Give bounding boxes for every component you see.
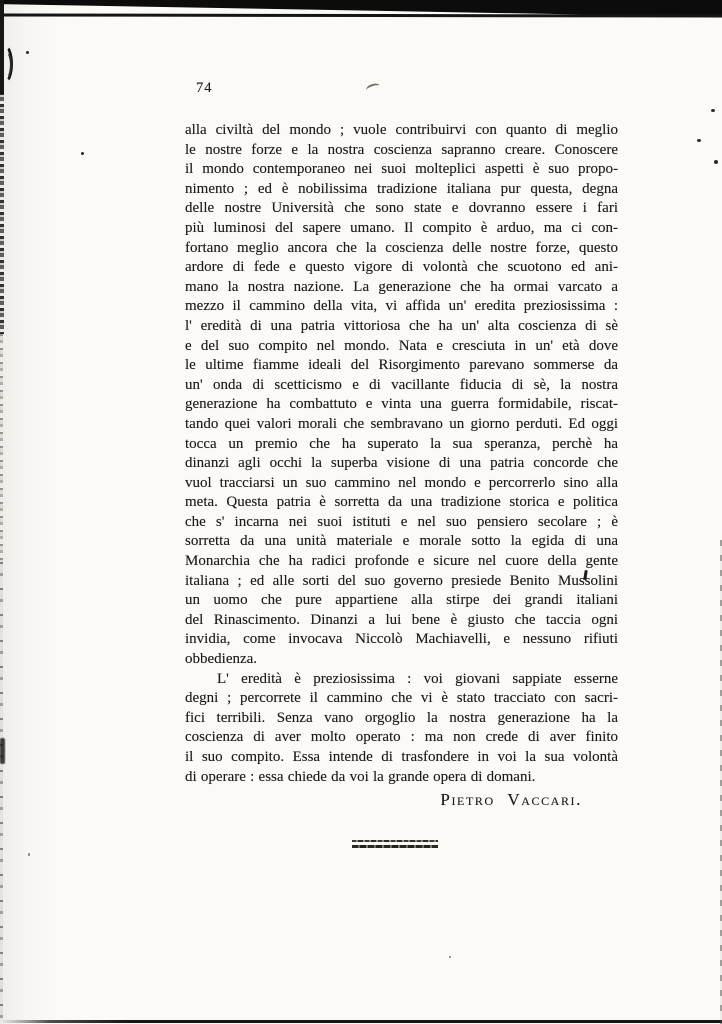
text-line: fortano meglio ancora che la coscienza delle nostre forze, questo <box>185 239 618 256</box>
text-line: mezzo il cammino della vita, vi affida un' eredita preziosissima : <box>185 298 618 315</box>
text-line: di operare : essa chiede da voi la grande opera di domani. <box>185 768 536 785</box>
text-line: un uomo che pure appartiene alla stirpe dei grandi italiani <box>185 592 618 609</box>
text-line: e del suo compito nel mondo. Nata e cresciuta in un' età dove <box>185 337 618 354</box>
body-text <box>185 121 618 787</box>
text-line: italiana ; ed alle sorti del suo governo presiede Benito Mussolini <box>185 572 618 589</box>
decorative-rule-bottom <box>352 845 438 848</box>
text-line: sorretta da una unità materiale e morale sotto la egida di una <box>185 533 618 550</box>
paragraph-2 <box>185 670 618 788</box>
text-line: Monarchia che ha radici profonde e sicure nel cuore della gente <box>185 553 618 570</box>
text-line: nimento ; ed è nobilissima tradizione italiana pur questa, degna <box>185 180 618 197</box>
text-line: che s' incarna nei suoi istituti e nel suo pensiero secolare ; è <box>185 513 618 530</box>
text-line: generazione ha combattuto e vinta una guerra formidabile, riscat- <box>185 396 618 413</box>
text-line: coscienza di aver molto operato : ma non crede di aver finito <box>185 729 618 746</box>
text-line: obbedienza. <box>185 651 258 668</box>
binding-shadow-sparse <box>0 562 3 1020</box>
text-line: l' eredità di una patria vittoriosa che ha un' alta coscienza di sè <box>185 317 618 334</box>
text-line: più luminosi del sapere umano. Il compito è arduo, ma ci con- <box>185 219 618 236</box>
text-line: il mondo contemporaneo nei suoi molteplici aspetti è suo propo- <box>185 161 618 178</box>
text-line: le ultime fiamme ideali del Risorgimento parevano sommerse da <box>185 357 618 374</box>
page-number: 74 <box>196 80 213 96</box>
text-line: tocca un premio che ha superato la sua speranza, perchè ha <box>185 435 618 452</box>
decorative-rule-top <box>352 840 438 842</box>
text-line: il suo compito. Essa intende di trasfondere in voi la sua volontà <box>185 749 618 765</box>
scan-squiggle-mark <box>365 82 381 94</box>
scan-speck <box>28 853 30 856</box>
binding-shadow-mid <box>0 334 3 562</box>
text-line: tando quei valori morali che sembravano un giorno perduti. Ed oggi <box>185 415 618 432</box>
scan-speck <box>81 152 84 155</box>
scan-speck <box>26 51 29 54</box>
text-line: le nostre forze e la nostra coscienza sapranno creare. Conoscere <box>185 141 618 158</box>
author-signature: Pietro Vaccari. <box>440 790 582 809</box>
text-line: delle nostre Università che sono state e dovranno essere i fari <box>185 200 618 217</box>
text-line: un' onda di scetticismo e di vacillante fiducia di sè, la nostra <box>185 376 618 393</box>
scan-artifact-page-edge-line <box>0 13 722 17</box>
text-line: fici terribili. Senza vano orgoglio la nostra generazione ha la <box>185 709 618 726</box>
scan-artifact-bottom-edge <box>0 1020 722 1023</box>
binding-ink-blot <box>0 738 5 764</box>
text-line: degni ; percorrete il cammino che vi è stato tracciato con sacri- <box>185 690 618 707</box>
text-line: del Rinascimento. Dinanzi a lui bene è giusto che taccia ogni <box>185 611 618 628</box>
scan-speck <box>697 139 701 142</box>
scan-speck <box>449 956 451 958</box>
text-line: alla civiltà del mondo ; vuole contribuirvi con quanto di meglio <box>185 122 618 138</box>
binding-shadow-dense <box>0 92 4 334</box>
text-line: L' eredità è preziosissima : voi giovani sappiate esserne <box>217 670 618 687</box>
text-line: ardore di fede e questo vigore di volontà che scuotono ed ani- <box>185 259 618 276</box>
text-line: vuol tracciarsi un suo cammino nel mondo e percorrerlo sino alla <box>185 474 618 491</box>
scan-speck <box>711 109 715 112</box>
text-line: invidia, come invocava Niccolò Machiavelli, e nessuno rifiuti <box>185 631 618 648</box>
decorative-rule <box>352 840 438 848</box>
text-line: dinanzi agli occhi la superba visione di una patria concorde che <box>185 455 618 472</box>
paragraph-1 <box>185 121 618 670</box>
text-line: mano la nostra nazione. La generazione che ha ormai varcato a <box>185 278 618 295</box>
scan-speck <box>714 160 718 164</box>
text-line: meta. Questa patria è sorretta da una tradizione storica e politica <box>185 494 618 511</box>
